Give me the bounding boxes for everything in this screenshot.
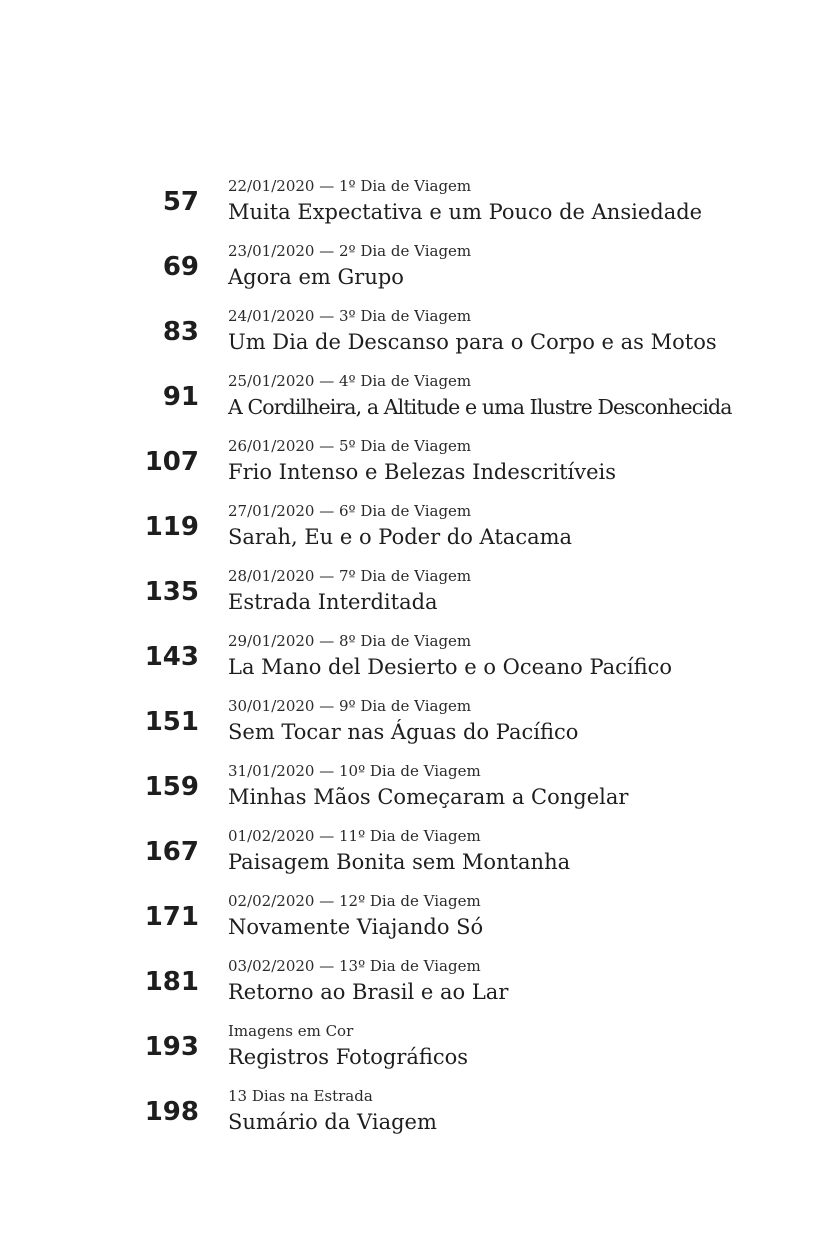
entry-title: Novamente Viajando Só	[228, 915, 484, 939]
toc-entry	[0, 370, 827, 435]
entry-title: Registros Fotográficos	[228, 1045, 469, 1069]
toc-entry	[0, 240, 827, 305]
page-number: 91	[162, 382, 199, 412]
page-number: 151	[144, 707, 199, 737]
entry-subtitle: 30/01/2020 — 9º Dia de Viagem	[228, 697, 472, 715]
page-number: 107	[144, 447, 199, 477]
entry-title: Sem Tocar nas Águas do Pacífico	[228, 720, 579, 744]
toc-entry	[0, 1020, 827, 1085]
entry-subtitle: 29/01/2020 — 8º Dia de Viagem	[228, 632, 472, 650]
toc-entry	[0, 955, 827, 1020]
page-number: 57	[162, 187, 199, 217]
entry-title: Paisagem Bonita sem Montanha	[228, 850, 571, 874]
entry-subtitle: 22/01/2020 — 1º Dia de Viagem	[228, 177, 472, 195]
page-number: 198	[144, 1097, 199, 1127]
toc-entry	[0, 1085, 827, 1150]
page-number: 83	[162, 317, 199, 347]
page-number: 69	[162, 252, 199, 282]
entry-subtitle: 02/02/2020 — 12º Dia de Viagem	[228, 892, 481, 910]
entry-subtitle: 28/01/2020 — 7º Dia de Viagem	[228, 567, 472, 585]
entry-subtitle: 03/02/2020 — 13º Dia de Viagem	[228, 957, 481, 975]
page-number: 143	[144, 642, 199, 672]
entry-subtitle: 27/01/2020 — 6º Dia de Viagem	[228, 502, 472, 520]
toc-entry	[0, 565, 827, 630]
entry-title: Muita Expectativa e um Pouco de Ansiedade	[228, 200, 703, 224]
entry-subtitle: 26/01/2020 — 5º Dia de Viagem	[228, 437, 472, 455]
entry-subtitle: 01/02/2020 — 11º Dia de Viagem	[228, 827, 481, 845]
entry-subtitle: Imagens em Cor	[228, 1022, 354, 1040]
entry-title: Agora em Grupo	[228, 265, 404, 289]
table-of-contents	[0, 175, 827, 1150]
entry-subtitle: 24/01/2020 — 3º Dia de Viagem	[228, 307, 472, 325]
page-number: 119	[144, 512, 199, 542]
entry-subtitle: 25/01/2020 — 4º Dia de Viagem	[228, 372, 472, 390]
page-number: 135	[144, 577, 199, 607]
toc-entry	[0, 825, 827, 890]
entry-title: La Mano del Desierto e o Oceano Pacífico	[228, 655, 673, 679]
page-number: 171	[144, 902, 199, 932]
entry-title: Retorno ao Brasil e ao Lar	[228, 980, 509, 1004]
page-number: 159	[144, 772, 199, 802]
entry-title: Frio Intenso e Belezas Indescritíveis	[228, 460, 617, 484]
entry-subtitle: 13 Dias na Estrada	[228, 1087, 373, 1105]
toc-entry	[0, 175, 827, 240]
entry-subtitle: 23/01/2020 — 2º Dia de Viagem	[228, 242, 472, 260]
entry-title: Sumário da Viagem	[228, 1110, 437, 1134]
entry-subtitle: 31/01/2020 — 10º Dia de Viagem	[228, 762, 481, 780]
toc-entry	[0, 435, 827, 500]
toc-entry	[0, 500, 827, 565]
entry-title: Sarah, Eu e o Poder do Atacama	[228, 525, 573, 549]
entry-title: Minhas Mãos Começaram a Congelar	[228, 785, 629, 809]
toc-entry	[0, 695, 827, 760]
toc-entry	[0, 760, 827, 825]
toc-entry	[0, 305, 827, 370]
entry-title: Estrada Interditada	[228, 590, 438, 614]
entry-title: Um Dia de Descanso para o Corpo e as Motos	[228, 330, 717, 354]
toc-entry	[0, 890, 827, 955]
entry-title: A Cordilheira, a Altitude e uma Ilustre Desconhecida	[228, 395, 732, 419]
page-number: 193	[144, 1032, 199, 1062]
toc-entry	[0, 630, 827, 695]
page-number: 181	[144, 967, 199, 997]
page-number: 167	[144, 837, 199, 867]
